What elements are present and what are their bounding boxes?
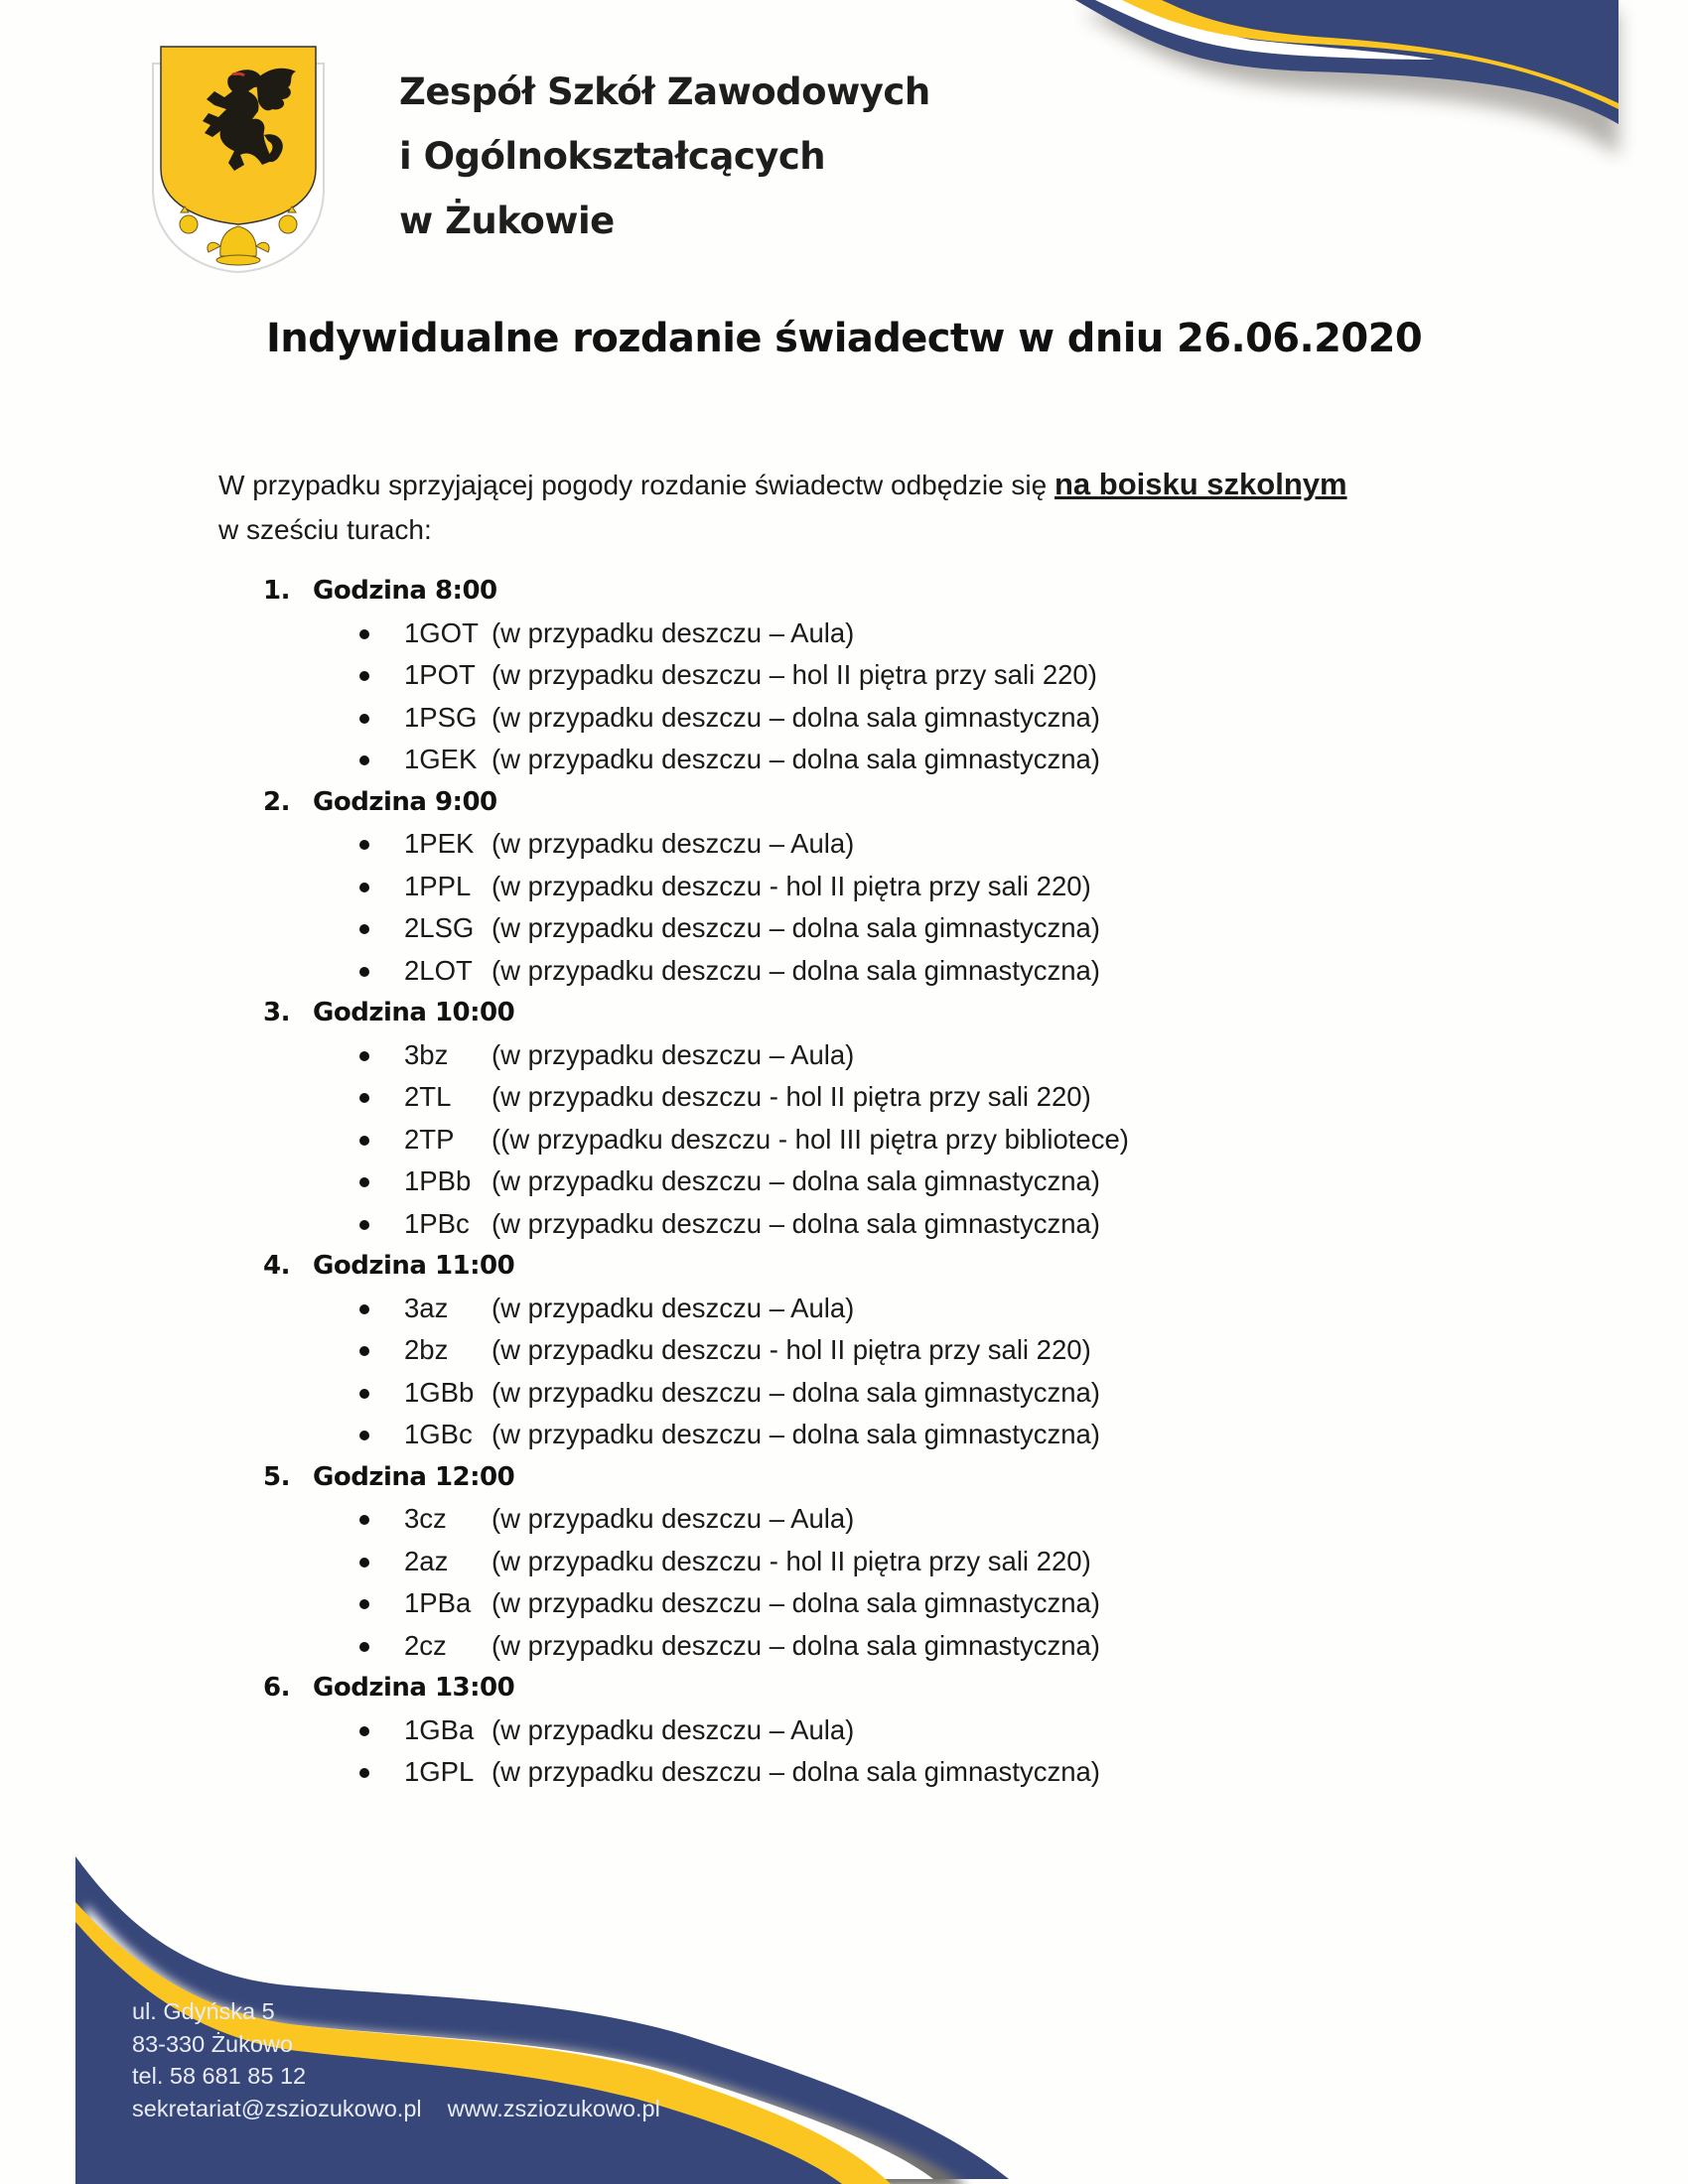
rain-location-note: (w przypadku deszczu – Aula) (492, 1503, 855, 1534)
class-list-item (263, 1034, 1355, 1077)
class-name: 3cz (404, 1503, 447, 1534)
school-name-line: Zespół Szkół Zawodowych (399, 70, 930, 113)
schedule-list (263, 570, 1355, 1794)
slot-time: Godzina 11:00 (313, 1251, 515, 1281)
class-name: 2LSG (404, 912, 475, 943)
class-name: 1PBa (404, 1587, 472, 1618)
class-name: 2az (404, 1545, 449, 1576)
class-name: 2TP (404, 1123, 455, 1155)
class-list-item (263, 1582, 1355, 1625)
slot-heading (263, 992, 1355, 1034)
class-list-item (263, 1498, 1355, 1541)
class-name: 1GBb (404, 1376, 475, 1408)
class-name: 3az (404, 1292, 449, 1323)
rain-location-note: (w przypadku deszczu - hol II piętra przy sali 220) (492, 1081, 1091, 1112)
contact-email[interactable]: sekretariat@zsziozukowo.pl (132, 2095, 422, 2121)
bullet-icon (359, 1389, 369, 1399)
rain-location-note: (w przypadku deszczu – dolna sala gimnastyczna) (492, 701, 1100, 733)
rain-location-note: (w przypadku deszczu – dolna sala gimnastyczna) (492, 1207, 1100, 1239)
rain-location-note: (w przypadku deszczu – dolna sala gimnastyczna) (492, 1419, 1100, 1449)
bullet-icon (359, 1515, 369, 1525)
contact-website[interactable]: www.zsziozukowo.pl (447, 2095, 660, 2121)
class-name: 1PSG (404, 701, 478, 733)
contact-city: 83-330 Żukowo (132, 2030, 293, 2057)
rain-location-note: (w przypadku deszczu – Aula) (492, 616, 855, 648)
bullet-icon (359, 1346, 369, 1356)
class-name: 1PBc (404, 1207, 470, 1239)
rain-location-note: (w przypadku deszczu – dolna sala gimnastyczna) (492, 1165, 1100, 1196)
class-name: 2TL (404, 1081, 452, 1112)
school-name-line: w Żukowie (399, 200, 615, 242)
class-name: 3bz (404, 1038, 449, 1070)
class-list-item (263, 823, 1355, 866)
slot-time: Godzina 9:00 (313, 786, 497, 817)
class-name: 1GOT (404, 616, 479, 648)
class-name: 1GEK (404, 744, 478, 774)
class-list-item (263, 1541, 1355, 1583)
slot-heading (263, 1245, 1355, 1288)
bullet-icon (359, 967, 369, 977)
slot-number: 3. (263, 998, 290, 1027)
bullet-icon (359, 714, 369, 724)
bullet-icon (359, 1136, 369, 1146)
bullet-icon (359, 671, 369, 681)
bullet-icon (359, 1051, 369, 1061)
contact-street: ul. Gdyńska 5 (132, 1998, 275, 2024)
slot-number: 5. (263, 1461, 290, 1492)
intro-text-line2: w sześciu turach: (218, 514, 432, 545)
document-title: Indywidualne rozdanie świadectw w dniu 26.06.2020 (265, 316, 1423, 361)
class-list-item (263, 739, 1355, 781)
class-name: 1POT (404, 659, 476, 690)
bullet-icon (359, 755, 369, 765)
intro-emphasis: na boisku szkolnym (1055, 467, 1347, 501)
bullet-icon (359, 1093, 369, 1103)
slot-heading (263, 1667, 1355, 1709)
slot-number: 2. (263, 786, 290, 817)
bullet-icon (359, 1431, 369, 1440)
bullet-icon (359, 924, 369, 934)
bullet-icon (359, 1642, 369, 1652)
class-list-item (263, 1414, 1355, 1456)
rain-location-note: (w przypadku deszczu – dolna sala gimnastyczna) (492, 744, 1100, 774)
slot-time: Godzina 10:00 (313, 998, 515, 1027)
bullet-icon (359, 840, 369, 850)
rain-location-note: (w przypadku deszczu – hol II piętra przy sali 220) (492, 659, 1097, 690)
class-name: 1GBc (404, 1419, 473, 1449)
bullet-icon (359, 1768, 369, 1778)
class-name: 1GPL (404, 1756, 475, 1787)
bullet-icon (359, 1599, 369, 1609)
slot-heading (263, 781, 1355, 824)
slot-number: 1. (263, 576, 290, 606)
rain-location-note: (w przypadku deszczu – dolna sala gimnastyczna) (492, 954, 1100, 986)
bullet-icon (359, 1220, 369, 1230)
class-name: 1GBa (404, 1713, 475, 1745)
class-name: 2bz (404, 1334, 449, 1365)
rain-location-note: (w przypadku deszczu – Aula) (492, 1038, 855, 1070)
bullet-icon (359, 1304, 369, 1314)
school-name-line: i Ogólnokształcących (399, 135, 826, 178)
slot-heading (263, 570, 1355, 613)
bullet-icon (359, 629, 369, 639)
class-name: 1PBb (404, 1165, 472, 1196)
rain-location-note: (w przypadku deszczu - hol II piętra przy sali 220) (492, 1334, 1091, 1365)
griffin-tongue-icon (232, 73, 244, 75)
class-list-item (263, 1329, 1355, 1372)
school-crest-logo (149, 40, 328, 278)
rain-location-note: (w przypadku deszczu – dolna sala gimnastyczna) (492, 912, 1100, 943)
class-list-item (263, 950, 1355, 993)
class-list-item (263, 613, 1355, 655)
slot-time: Godzina 13:00 (313, 1673, 515, 1703)
bullet-icon (359, 1177, 369, 1187)
class-name: 2LOT (404, 954, 473, 986)
bullet-icon (359, 1558, 369, 1568)
bullet-icon (359, 1726, 369, 1736)
class-list-item (263, 1119, 1355, 1161)
intro-paragraph (218, 462, 1470, 552)
slot-time: Godzina 12:00 (313, 1461, 515, 1492)
rain-location-note: (w przypadku deszczu – Aula) (492, 1713, 855, 1745)
class-list-item (263, 1288, 1355, 1330)
intro-text: W przypadku sprzyjającej pogody rozdanie świadectw odbędzie się (218, 470, 1055, 500)
school-name (399, 60, 930, 253)
class-list-item (263, 1203, 1355, 1246)
slot-number: 6. (263, 1673, 290, 1703)
class-list-item (263, 697, 1355, 740)
class-list-item (263, 1160, 1355, 1203)
class-name: 1PPL (404, 870, 472, 901)
class-list-item (263, 1372, 1355, 1415)
slot-number: 4. (263, 1251, 290, 1281)
rain-location-note: (w przypadku deszczu – dolna sala gimnastyczna) (492, 1629, 1100, 1661)
contact-info (132, 1995, 660, 2124)
class-list-item (263, 1076, 1355, 1119)
class-list-item (263, 1625, 1355, 1668)
bullet-icon (359, 883, 369, 892)
rain-location-note: (w przypadku deszczu - hol II piętra przy sali 220) (492, 870, 1091, 901)
class-list-item (263, 1751, 1355, 1794)
class-name: 2cz (404, 1629, 447, 1661)
slot-time: Godzina 8:00 (313, 576, 497, 606)
rain-location-note: (w przypadku deszczu – dolna sala gimnastyczna) (492, 1756, 1100, 1787)
rain-location-note: (w przypadku deszczu - hol II piętra przy sali 220) (492, 1545, 1091, 1576)
slot-heading (263, 1456, 1355, 1499)
class-list-item (263, 866, 1355, 908)
class-list-item (263, 907, 1355, 950)
class-name: 1PEK (404, 828, 475, 859)
rain-location-note: (w przypadku deszczu – Aula) (492, 1292, 855, 1323)
rain-location-note: (w przypadku deszczu – dolna sala gimnastyczna) (492, 1376, 1100, 1408)
rain-location-note: (w przypadku deszczu – Aula) (492, 828, 855, 859)
class-list-item (263, 1709, 1355, 1752)
contact-phone: tel. 58 681 85 12 (132, 2063, 307, 2089)
class-list-item (263, 654, 1355, 697)
rain-location-note: (w przypadku deszczu – dolna sala gimnastyczna) (492, 1587, 1100, 1618)
rain-location-note: ((w przypadku deszczu - hol III piętra przy bibliotece) (492, 1123, 1129, 1155)
